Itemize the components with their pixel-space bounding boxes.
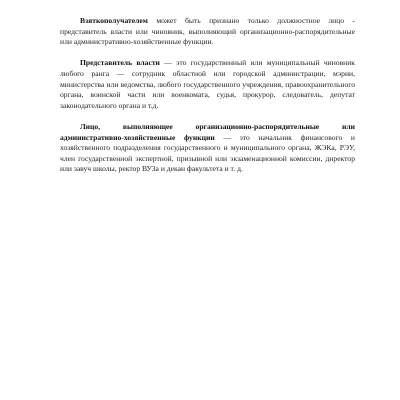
term-bribe-taker: Взяткополучателем <box>80 16 148 25</box>
paragraph-authority-representative <box>60 58 355 111</box>
paragraph-bribe-taker <box>60 16 355 48</box>
definition-authority-representative: — это государственный или муниципальный чиновник любого ранга — сотрудник областной или городской администрации, мэрии, министерства или ведомства, любого государственного учреждения, правоохранительного органа, воинской части или военкомата, судья, прокурор, следователь, депутат законодательного органа и т.д. <box>60 58 355 110</box>
term-administrative-official: Лицо, выполняющее организационно-распорядительные или административно-хозяйственные функции <box>60 121 355 142</box>
paragraph-administrative-official <box>60 122 355 175</box>
definition-administrative-official: — это начальник финансового и хозяйственного подразделения государственного и муниципального органа, ЖЭКа, РЭУ, член государственной экспертной, призывной или экзаменационной комиссии, директор или завуч школы, ректор ВУЗа и декан факультета и т. д. <box>60 132 355 174</box>
definition-bribe-taker: может быть признано только должностное лицо - представитель власти или чиновник, выполняющий организационно-распорядительные или административно-хозяйственные функции. <box>60 16 355 47</box>
term-authority-representative: Представитель власти <box>80 58 160 68</box>
document-page <box>60 16 355 186</box>
